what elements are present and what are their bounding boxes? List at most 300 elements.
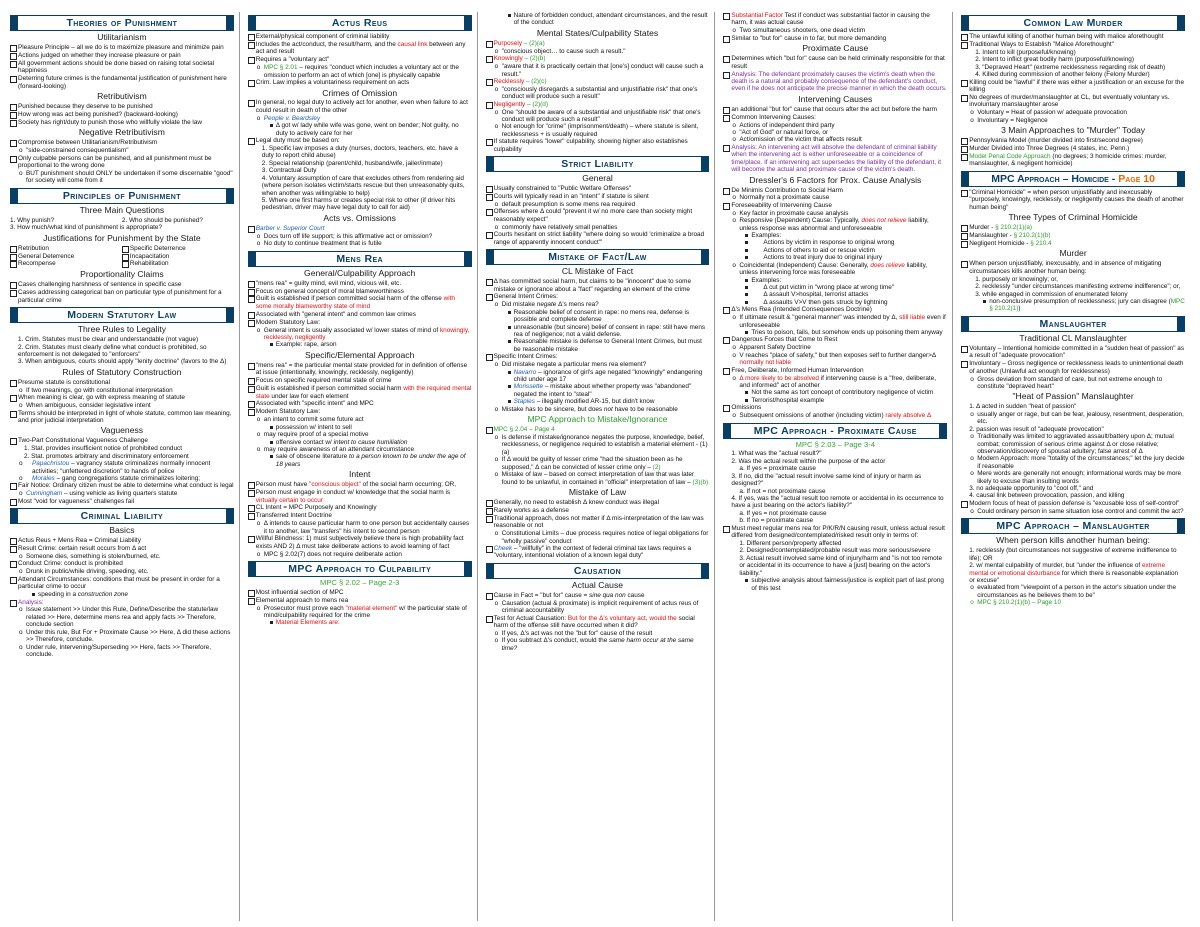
list-item: Most influential section of MPC <box>248 589 472 596</box>
text: with the required mental state <box>255 385 472 400</box>
list-item: Associated with "specific intent" and MPC <box>248 400 472 407</box>
list-item: Voluntary – Intentional homicide committed in a "sudden heat of passion" as a result of "adequate provocation" <box>961 345 1185 360</box>
case-name: Barber v. Superior Court <box>255 224 325 232</box>
list-subitem: o If yes, Δ's act was not the "but for" cause of the result <box>486 630 710 637</box>
numbered-item: b. If no = proximate cause <box>739 517 814 525</box>
list-subitem <box>10 490 234 497</box>
list-item: Involuntary – Gross negligence or recklessness leads to unintentional death of another (Unlawful act enough for recklessness) <box>961 360 1185 375</box>
list-subitem: Actions of others to aid or rescue victim <box>723 247 947 254</box>
list-subitem: o Is defense if mistake/ignorance negates the purpose, knowledge, belief, recklessness, or negligence required to establish a material element - (1)(a) <box>486 434 710 456</box>
text: between any act and result <box>255 40 466 56</box>
numbered-item: a. If yes = not proximate cause <box>739 509 827 517</box>
text: even if unforeseeable <box>739 314 946 329</box>
list-item: Analysis: <box>10 599 234 606</box>
subsection-title: "Heat of Passion" Manslaughter <box>1012 391 1134 402</box>
list-subitem: o Involuntary = Negligence <box>961 117 1185 124</box>
mpc-reference: MPC § 2.03 – Page 3-4 <box>795 439 875 449</box>
list-item: General Intent Crimes: <box>486 293 710 300</box>
list-item: Rarely works as a defense <box>486 507 710 514</box>
list-subitem: o BUT punishment should ONLY be undertaken if some discernable "good" for society will come from it <box>10 170 234 185</box>
text: "conscious object" <box>309 481 361 489</box>
list-subitem: Reasonable mistake is defense to General Intent Crimes, but must be reasonable mistake <box>486 338 710 353</box>
text: (3)(b) <box>692 478 709 486</box>
list-item: Specific Deterrence <box>122 245 234 252</box>
list-item: Cases challenging harshness of sentence in specific case <box>10 281 234 288</box>
numbered-item: a. If not = not proximate cause <box>739 487 826 495</box>
text: virtually certain to occur <box>255 496 323 504</box>
list-subitem: o commonly have relatively small penalties <box>486 224 710 231</box>
list-subitem: o may require awareness of an attendant circumstance <box>248 446 472 453</box>
list-item: General Deterrence <box>10 253 122 260</box>
numbered-item: 1. Crim. Statutes must be clear and understandable (not vague) <box>18 336 199 344</box>
numbered-item: 1. Specific law imposes a duty (nurses, doctors, teachers, etc. have a duty to report child abuse) <box>261 145 458 160</box>
subsection-title: Vagueness <box>100 425 144 436</box>
list-subitem <box>10 591 234 598</box>
list-subitem: o Mere words are generally not enough; informational words may be more likely to excuse than insulting words <box>961 470 1185 485</box>
case-name: Morissette <box>513 383 544 391</box>
text: Subsequent omissions of another (including victim) <box>739 412 886 420</box>
text: construction zone <box>77 591 128 599</box>
text: If ultimate result & "general manner" was intended by Δ, <box>739 314 900 322</box>
list-subitem: o Did mistake negate a particular mens rea element? <box>486 361 710 368</box>
list-item: Dangerous Forces that Come to Rest <box>723 336 947 343</box>
list-item: Generally, no need to establish Δ knew conduct was illegal <box>486 499 710 506</box>
text: MPC § 210.2(1) <box>989 298 1185 313</box>
text: If you subtract Δ's conduct, would the <box>501 637 610 645</box>
section-title-mpc-homicide <box>961 171 1185 187</box>
case-note: – using vehicle as living quarters statute <box>62 490 178 498</box>
list-item: Focus on specific required mental state of crime <box>248 377 472 384</box>
subsection-title: Three Types of Criminal Homicide <box>1008 212 1138 223</box>
list-subitem: o default presumption is some mens rea required <box>486 201 710 208</box>
column-4 <box>723 12 953 921</box>
text: sale of obscene literature <box>275 453 349 461</box>
list-subitem: o Traditionally was limited to aggravated assault/battery upon Δ; mutual combat; commission of serious crime against Δ or close relative; observation/discovery of spousal adultery; false arrest of Δ <box>961 433 1185 455</box>
text: – mistake about whether property was "abandoned" negated the intent to "steal" <box>513 383 692 398</box>
text: speeding in a <box>38 591 78 599</box>
list-item: Punished because they deserve to be punished <box>10 103 234 110</box>
list-subitem: o Under rule, Intervening/Superseding >> Here, facts >> Therefore, conclude. <box>10 644 234 659</box>
text: – (2)(b) <box>522 55 546 63</box>
list-subitem <box>248 605 472 620</box>
list-item: Δ's Mens Rea (Intended Consequences Doctrine) <box>723 306 947 313</box>
list-subitem <box>10 460 234 475</box>
list-subitem <box>486 301 710 308</box>
numbered-item: 2. Special relationship (parent/child, husband/wife, jailer/inmate) <box>261 159 443 167</box>
text: 2. w/ mental culpability of murder, but "under the influence of <box>969 562 1142 570</box>
list-item: Traditional approach, does not matter if Δ mis-interpretation of the law was reasonable or not <box>486 515 710 530</box>
list-subitem: o Under this rule, But For + Proximate Cause >> Here, Δ did these actions >> Therefore, conclude. <box>10 629 234 644</box>
list-item <box>248 41 472 56</box>
subsection-title: Intervening Causes <box>798 93 873 104</box>
list-subitem: o Key factor in proximate cause analysis <box>723 210 947 217</box>
list-subitem <box>486 383 710 398</box>
list-item: Omissions <box>723 404 947 411</box>
mpc-ref: MPC § 2.01 <box>263 64 298 72</box>
list-item: Associated with "general intent" and common law crimes <box>248 311 472 318</box>
subsection-title: Crimes of Omission <box>322 87 398 98</box>
list-subitem <box>10 475 234 482</box>
section-title-principles: Principles of Punishment <box>10 188 234 204</box>
text: sine qua non <box>589 591 626 599</box>
text: offensive contact w/ <box>275 438 334 446</box>
list-item: Pleasure Principle – all we do is to maximize pleasure and minimize pain <box>10 44 234 51</box>
subsection-title: Basics <box>109 525 135 536</box>
text: – (2)(c) <box>524 77 547 85</box>
list-subitem: o Could ordinary person in same situation lose control and commit the act? <box>961 508 1185 515</box>
list-item: How wrong was act being punished? (backward-looking) <box>10 111 234 118</box>
case-name: People v. Beardsley <box>263 114 321 122</box>
list-subitem: o Gross deviation from standard of care, but not extreme enough to constitute "depraved heart" <box>961 376 1185 391</box>
case-name: Staples <box>513 398 535 406</box>
text: Mistake has to be sincere, but does <box>501 405 604 413</box>
list-item <box>723 12 947 27</box>
question: 2. Who should be punished? <box>121 216 203 224</box>
section-title-mpc-manslaughter: MPC Approach – Manslaughter <box>961 518 1185 534</box>
text: Coincidental (Independent) Cause: Generally, <box>739 261 871 269</box>
list-item: Pennsylvania Model (murder divided into first/second degree) <box>961 137 1185 144</box>
text: Cause in Fact = "but for" cause = <box>493 591 590 599</box>
list-item <box>248 295 472 310</box>
mpc-reference: MPC § 2.02 – Page 2-3 <box>320 578 400 587</box>
list-item: Fair Notice: Ordinary citizen must be able to determine what conduct is legal <box>10 482 234 489</box>
text: under law for each element <box>269 392 349 400</box>
column-2 <box>248 12 478 921</box>
list-item: When meaning is clear, go with express meaning of statute <box>10 394 234 401</box>
list-item <box>723 71 947 93</box>
text: The defendant proximately causes the victim's death when the death is a natural and probably consequence of the defendant's conduct, even if he does not anticipate the precise manner in which the death occurs. <box>731 70 947 93</box>
list-item <box>486 101 710 108</box>
list-subitem: o Docs turn off life support; is this affirmative act or omission? <box>248 233 472 240</box>
text: liability, unless response was abnormal and unforeseeable <box>739 217 929 232</box>
text: Did mistake <box>501 301 537 309</box>
list-item: When person unjustifiably, inexcusably, and in absence of mitigating circumstances kills another human being: <box>961 260 1185 275</box>
list-item: Actus Reus + Mens Rea = Criminal Liability <box>10 537 234 544</box>
list-item: All government actions should be done based on raising total societal happiness <box>10 60 234 75</box>
subsection-title: Rules of Statutory Construction <box>62 366 182 377</box>
numbered-item: 1. recklessly (but circumstances not suggestive of extreme indifference to life); OR <box>969 547 1177 562</box>
list-item: Δ has committed social harm, but claims to be "innocent" due to some mistake or ignorance about a "fact" regarding an element of the crime <box>486 278 710 293</box>
list-item <box>961 240 1185 247</box>
list-item <box>723 144 947 174</box>
list-subitem <box>248 453 472 468</box>
numbered-item: 3. while engaged in commission of enumerated felony <box>975 290 1128 298</box>
subsection-title: Mistake of Law <box>568 487 627 498</box>
text: Negligently <box>493 100 526 108</box>
list-item: Offenses where Δ could "prevent it w/ no more care than society might reasonably expect" <box>486 208 710 223</box>
subsection-title: Proportionality Claims <box>80 269 164 280</box>
list-item: Deterring future crimes is the fundamental justification of punishment here (forward-looking) <box>10 75 234 90</box>
subsection-title: CL Mistake of Fact <box>561 266 634 277</box>
numbered-item: 2. passion was result of "adequate provocation" <box>969 425 1104 433</box>
text: Guilt is established if person committed social harm of the offense <box>255 295 444 303</box>
list-item: Requires a "voluntary act" <box>248 56 472 63</box>
text: – (2)(d) <box>525 100 548 108</box>
section-title-theories: Theories of Punishment <box>10 15 234 31</box>
list-subitem: Examples: <box>723 232 947 239</box>
text: General intent is usually associated w/ lower states of mind of <box>263 326 440 334</box>
subsection-title: Dressler's 6 Factors for Prox. Cause Analysis <box>749 174 922 185</box>
list-subitem: Actions by victim in response to original wrong <box>723 239 947 246</box>
list-item: Actions judged on whether they increase pleasure or pain <box>10 52 234 59</box>
text: Mistake of law – based on correct interpretation of law that was later found to be unlawful, in contained in "official" interpretation of law – <box>501 471 695 486</box>
list-item <box>248 385 472 400</box>
list-subitem: Δ got w/ lady while wife was gone, went on bender; Not guilty, no duty to actively care for her <box>248 122 472 137</box>
list-item: Cases addressing categorical ban on particular type of punishment for a particular crime <box>10 289 234 304</box>
text: rarely absolve Δ <box>885 412 932 420</box>
subsection-title: Traditional CL Manslaughter <box>1019 332 1127 343</box>
text: § 210.2(1)(a) <box>995 224 1033 232</box>
list-subitem: subjective analysis about fairness/justice is explicit part of last prong of this test <box>723 577 947 592</box>
list-item <box>961 232 1185 239</box>
text: normally not liable <box>739 359 791 367</box>
list-item <box>486 78 710 85</box>
text: to a person known to be under the age of 18 years <box>275 453 466 468</box>
numbered-item: 2. Was the actual result within the purpose of the actor <box>731 457 886 465</box>
numbered-item: 2. Stat. promotes arbitrary and discriminatory enforcement <box>24 452 189 460</box>
list-subitem: o "side-constrained consequentialism" <box>10 147 234 154</box>
list-subitem: Tries to poison, fails, but somehow ends up poisoning them anyway <box>723 329 947 336</box>
list-item: Killing could be "lawful" if there was either a justification or an excuse for the killing <box>961 79 1185 94</box>
case-name: Cunningham <box>26 490 63 498</box>
text: MPC Approach – Homicide - <box>991 172 1119 185</box>
case-name: Navarro <box>513 368 537 376</box>
list-item: Common Intervening Causes: <box>723 114 947 121</box>
column-3 <box>486 12 716 921</box>
list-subitem <box>248 439 472 446</box>
list-item: Society has right/duty to punish those who willfully violate the law <box>10 119 234 126</box>
question: 1. Why punish? <box>10 216 55 224</box>
list-item: Similar to "but for" cause in to far, but more demanding <box>723 35 947 42</box>
list-item: "mens rea" = the particular mental state provided for in definition of offense at issue (intentionally, knowingly, recklessly, negligently) <box>248 362 472 377</box>
text: Negligent Homicide - <box>969 240 1031 248</box>
list-subitem <box>723 314 947 329</box>
list-subitem <box>723 375 947 390</box>
page-ref: Page 10 <box>1118 172 1155 185</box>
list-subitem: Not the same as tort concept of contributory negligence of victim <box>723 389 947 396</box>
text: w/ the particular state of mind/culpability required for the crime <box>263 604 467 620</box>
list-subitem: o Drunk in public/while driving, speeding, etc. <box>10 568 234 575</box>
list-subitem: Nature of forbidden conduct, attendant circumstances, and the result of the conduct <box>486 12 710 27</box>
subsection-title: Utilitarianism <box>97 32 147 43</box>
list-subitem: o Constitutional Limits – due process requires notice of legal obligations for "wholly passive" conduct <box>486 530 710 545</box>
list-subitem: o MPC § 2.02(7) does not require deliberate action <box>248 551 472 558</box>
text: causal link <box>397 40 428 48</box>
list-subitem: o Voluntary = Heat of passion w/ adequate provocation <box>961 109 1185 116</box>
subsection-title: General <box>582 173 613 184</box>
section-title-statutory: Modern Statutory Law <box>10 307 234 323</box>
column-1 <box>10 12 240 921</box>
numbered-item: 2. recklessly "under circumstances manifesting extreme indifference"; or, <box>975 283 1181 291</box>
list-item: Elemental approach to mens rea <box>248 597 472 604</box>
list-subitem: o usually anger or rage, but can be fear, jealousy, resentment, desperation, etc. <box>961 411 1185 426</box>
list-item: Attendant Circumstances: conditions that must be present in order for a particular crime to occur <box>10 576 234 591</box>
list-subitem: Terrorist/hospital example <box>723 397 947 404</box>
list-item: Incapacitation <box>122 253 234 260</box>
list-item: Focus on general concept of moral blameworthiness <box>248 288 472 295</box>
list-subitem: o "Act of God" or natural force, or <box>723 129 947 136</box>
text: – ignorance of girl's age negated "knowingly" endangering child under age 17 <box>513 368 703 384</box>
list-item <box>248 481 472 488</box>
text: § 210.4 <box>1030 240 1052 248</box>
list-item: "mens rea" = guilty mind, evil mind, vicious will, etc. <box>248 280 472 287</box>
text: Test for Actual Causation: <box>493 614 568 622</box>
list-subitem <box>486 456 710 471</box>
subsection-title: Actual Cause <box>571 579 624 590</box>
case-note: – gang congregations statute criminalizes loitering; <box>54 474 201 482</box>
list-item: Presume statute is constitutional <box>10 379 234 386</box>
text: of the social harm occurring; OR, <box>360 481 457 489</box>
list-subitem: o When ambiguous, consider legislative intent <box>10 402 234 409</box>
subsection-title: 3 Main Approaches to "Murder" Today <box>1001 125 1146 136</box>
text: with some morally blameworthy state of mind <box>255 295 455 310</box>
list-subitem: o Two simultaneous shooters, one dead victim <box>723 27 947 34</box>
list-subitem: o Actions of independent third party <box>723 122 947 129</box>
numbered-item: 4. If yes, was the "actual result too remote or accidental in its occurrence to have a just bearing on the actor's liability?" <box>731 494 944 510</box>
numbered-item: 4. Killed during commission of another felony (Felony Murder) <box>975 71 1150 79</box>
list-subitem: unreasonable (but sincere) belief of consent in rape: still have mens rea of negligence; not a valid defense. <box>486 324 710 339</box>
text: not <box>603 405 613 413</box>
section-title-causation: Causation <box>486 563 710 579</box>
list-item: Transferred Intent Doctrine <box>248 512 472 519</box>
list-subitem: o If two meanings, go with constitutional interpretation <box>10 387 234 394</box>
section-title-strict-liability: Strict Liability <box>486 156 710 172</box>
text: – illegally modified AR-15, but didn't know <box>534 398 655 406</box>
text: liability, unless intervening force was foreseeable <box>739 261 928 277</box>
text: Person must have <box>255 481 310 489</box>
list-item: "Criminal Homicide" = when person unjustifiably and inexcusably "purposely, knowingly, recklessly, or negligently causes the death of another human being" <box>961 189 1185 211</box>
list-subitem: o "conscious object… to cause such a result." <box>486 48 710 55</box>
text: for which there is reasonable explanation or excuse" <box>969 569 1179 584</box>
text: Analysis: <box>731 70 757 78</box>
list-item <box>248 489 472 504</box>
list-item: Most "void for vagueness" challenges fail <box>10 498 234 505</box>
subsection-title: Three Rules to Legality <box>77 324 167 335</box>
question: 3. How much/what kind of punishment is appropriate? <box>10 224 163 232</box>
numbered-item: 3. "Depraved Heart" (extreme recklessness regarding risk of death) <box>975 63 1166 71</box>
list-item: Result Crime: certain result occurs from Δ act <box>10 545 234 552</box>
numbered-item: 1. Intent to kill (purposeful/knowing) <box>975 48 1076 56</box>
numbered-item: 1. Δ acted in sudden "heat of passion" <box>969 403 1077 411</box>
list-item: Determines which "but for" cause can be held criminally responsible for that result <box>723 55 947 70</box>
list-item: Must meet regular mens rea for P/K/R/N causing result, unless actual result differed from designed/contemplated/risked result only in terms of: <box>723 525 947 540</box>
text: ) <box>1018 305 1021 313</box>
list-item: The unlawful killing of another human being with malice aforethought <box>961 33 1185 40</box>
list-subitem: o Issue statement >> Under this Rule, Define/Describe the statute/law related >> Here, determine mens rea and apply facts >> Therefore, conclude section <box>10 606 234 628</box>
list-item <box>961 153 1185 168</box>
list-item: If statute requires "lower" culpability, showing higher also establishes culpability <box>486 138 710 153</box>
section-title-mpc-culpability: MPC Approach to Culpability <box>248 561 472 577</box>
list-subitem: o Not enough for "crime" (imprisonment/death) – where statute is silent, recklessness + is usually required <box>486 123 710 138</box>
numbered-item: 1. Different person/property affected <box>739 540 842 547</box>
list-subitem <box>723 217 947 232</box>
section-title-actus-reus: Actus Reus <box>248 15 472 31</box>
subsection-title: Three Main Questions <box>79 204 165 215</box>
list-subitem <box>723 352 947 367</box>
list-subitem: Reasonable belief of consent in rape: no mens rea, defense is possible and complete defense <box>486 309 710 324</box>
list-item: MPC § 2.04 – Page 4 <box>486 426 710 433</box>
text: still liable <box>899 314 926 322</box>
case-name: Cheek <box>493 545 513 553</box>
subsection-title: When person kills another human being: <box>996 535 1150 546</box>
section-title-mpc-proximate: MPC Approach - Proximate Cause <box>723 423 947 439</box>
list-subitem <box>723 412 947 419</box>
text: Δ's mens rea? <box>556 301 599 309</box>
list-item <box>486 615 710 630</box>
text: extreme mental or emotional disturbance <box>969 562 1166 577</box>
list-subitem: o "consciously disregards a substantial and unjustifiable risk" that one's conduct will produce such a result" <box>486 86 710 101</box>
list-item <box>248 225 472 232</box>
section-title-cl-murder: Common Law Murder <box>961 15 1185 31</box>
list-item: Compromise between Utilitarianism/Retributivism <box>10 139 234 146</box>
numbered-item: 1. Stat. provides insufficient notice of prohibited conduct <box>24 445 182 453</box>
subsection-title: Retributivism <box>97 91 147 102</box>
text: Knowingly <box>493 55 523 63</box>
list-subitem <box>723 262 947 277</box>
list-item: an additional "but for" cause that occurs after the act but before the harm <box>723 106 947 113</box>
numbered-item: 1. What was the "actual result?" <box>731 450 822 458</box>
list-item: CL Intent = MPC Purposely and Knowingly <box>248 504 472 511</box>
text: – requires "conduct which includes a voluntary act or the omission to perform an act of which [one] is physically capable <box>263 64 459 79</box>
text: same harm occur at the same time? <box>501 637 694 652</box>
case-name: Morales <box>32 474 55 482</box>
list-item: Specific Intent Crimes: <box>486 353 710 360</box>
list-item: Two-Part Constitutional Vagueness Challenge <box>10 437 234 444</box>
text: Responsive (Dependent) Cause: Typically, <box>739 217 862 225</box>
text: Substantial Factor <box>731 12 783 19</box>
list-subitem: o Someone dies, something is stolen/burned, etc. <box>10 553 234 560</box>
list-item <box>486 545 710 560</box>
numbered-item: 5. Where one first harms or creates special risk to other (if driver hits pedestrian, driver may have legal duty to call for aid) <box>261 196 456 212</box>
list-subitem: o "aware that it is practically certain that [one's] conduct will cause such a result." <box>486 63 710 78</box>
text: "material element" <box>345 604 398 612</box>
numbered-item: 4. causal link between provocation, passion, and killing <box>969 492 1125 500</box>
list-item: In general, no legal duty to actively act for another, even when failure to act could result in death of the other <box>248 99 472 114</box>
text: – (2)(a) <box>522 39 545 47</box>
subsection-title: Murder <box>1059 248 1087 259</box>
text: Test if conduct was substantial factor in causing the harm, it was actual cause <box>731 12 930 27</box>
list-item: Modern focus of heat of passion defense is "excusable loss of self-control" <box>961 500 1185 507</box>
subsection-title: Specific/Elemental Approach <box>304 349 415 360</box>
column-5 <box>961 12 1190 921</box>
text: Prosecutor must prove each <box>263 604 346 612</box>
list-item: Traditional Ways to Establish "Malice Aforethought" <box>961 41 1185 48</box>
list-subitem: Material Elements are: <box>248 619 472 626</box>
section-title-manslaughter: Manslaughter <box>961 316 1185 332</box>
list-item: Terms should be interpreted in light of whole statute, common law meaning, and prior judicial interpretation <box>10 410 234 425</box>
numbered-item: 2. Crim. Statutes must clearly define what conduct is prohibited, so enforcement is not delegated to "enforcers" <box>18 343 207 359</box>
text: – "willfully" in the context of federal criminal tax laws requires a "voluntary, intentional violation of a known legal duty" <box>493 545 692 560</box>
list-subitem <box>486 398 710 405</box>
text: § 210.2(1)(b) <box>1013 232 1051 240</box>
subsection-title: Justifications for Punishment by the State <box>43 232 201 243</box>
questions-grid <box>10 217 234 224</box>
list-subitem: o No duty to continue treatment that is futile <box>248 240 472 247</box>
list-item: Free, Deliberate, Informed Human Intervention <box>723 367 947 374</box>
text: An intervening act will absolve the defendant of criminal liability when the intervening act is either unforeseeable or a coincidence of time/place. If an intervening act supersedes the liability of the defendant, it will become the actual and proximate cause of the victim's death. <box>731 143 941 174</box>
text: cause <box>625 591 645 599</box>
text: Recklessly <box>493 77 525 85</box>
text: Murder - <box>969 224 996 232</box>
list-item <box>486 592 710 599</box>
numbered-item: 1. purposely or knowingly; or, <box>975 275 1058 283</box>
list-subitem <box>248 115 472 122</box>
list-subitem: o evaluated from "viewpoint of a person in the actor's situation under the circumstances as he believes them to be" <box>961 584 1185 599</box>
list-subitem: Actions to treat injury due to original injury <box>723 254 947 261</box>
list-item: Courts will typically read in an "intent" if statute is silent <box>486 193 710 200</box>
case-name: Papachristou <box>32 460 70 468</box>
subsection-title: MPC Approach to Mistake/Ignorance <box>527 414 668 425</box>
